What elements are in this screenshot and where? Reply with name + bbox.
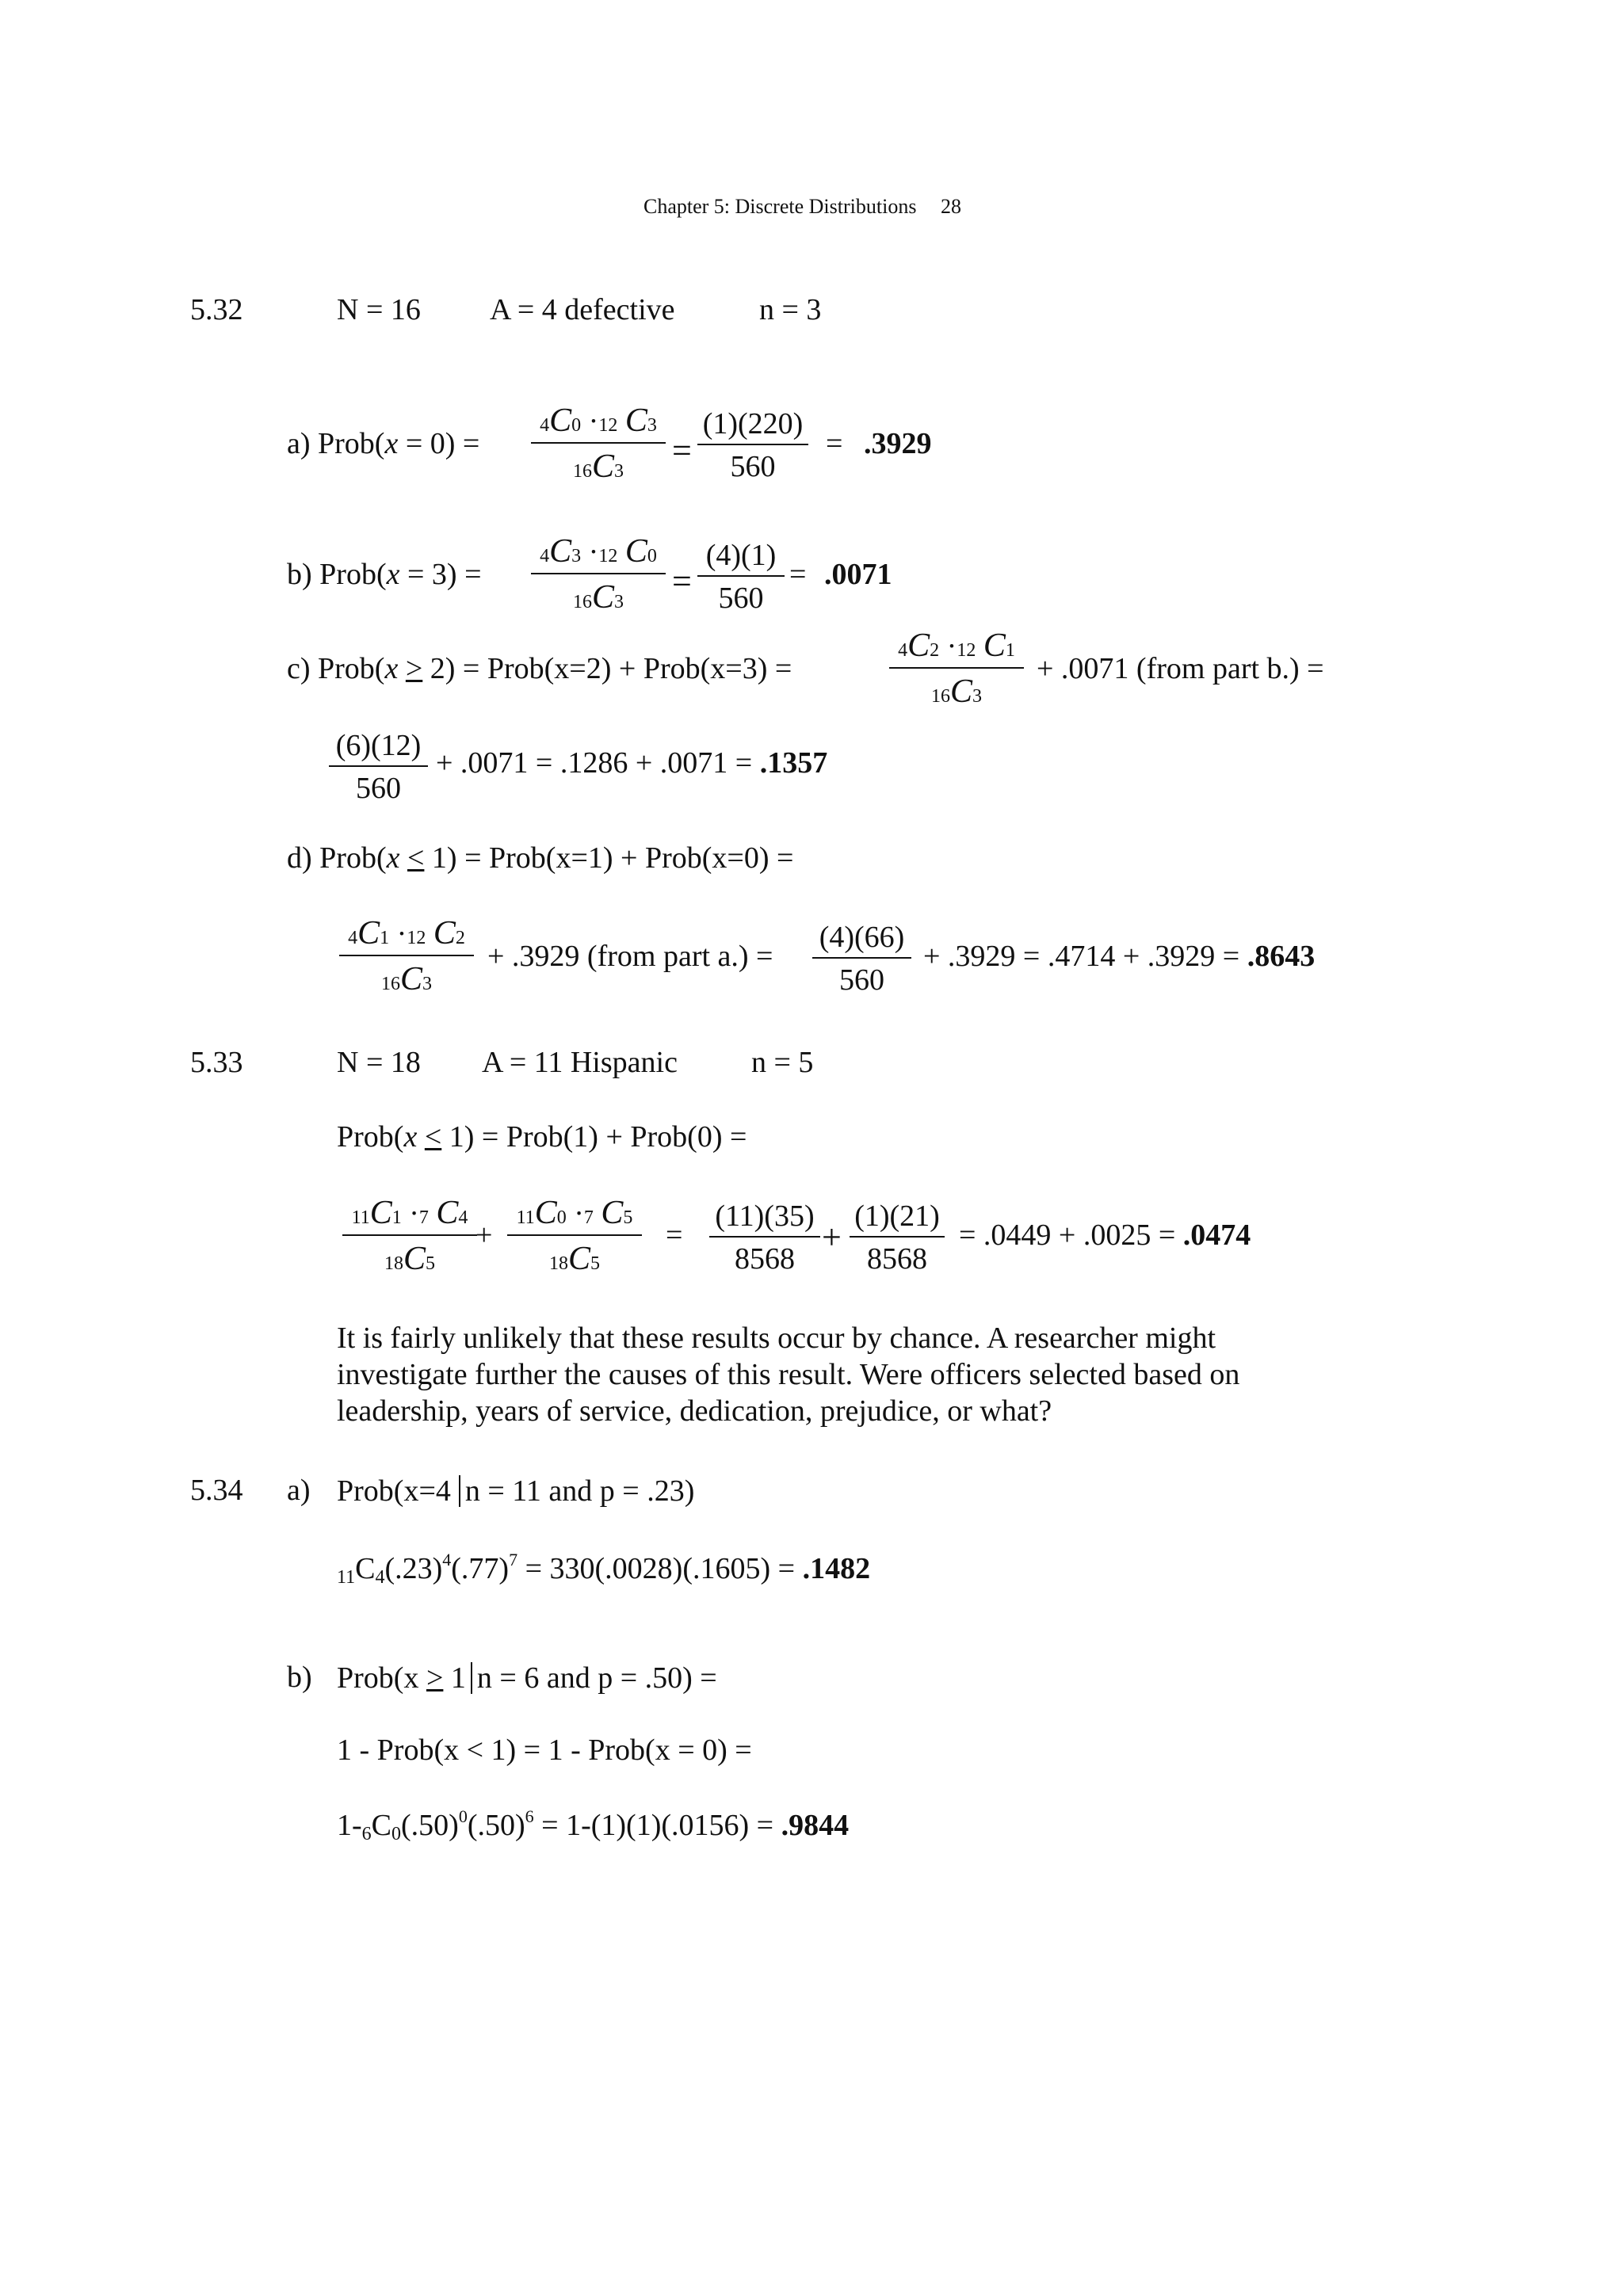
combination-fraction-d: 4C1 ·12 C2 16C3 [339,917,474,996]
numeric-fraction-2: (1)(21) 8568 [850,1201,945,1274]
result-a: .1482 [802,1552,871,1585]
plus-sign: + [822,1218,842,1257]
part-a-label: a) [287,1474,311,1507]
combination-fraction-a: 4C0 ·12 C3 16C3 [531,404,666,483]
part-d-label: d) Prob(x < 1) = Prob(x=1) + Prob(x=0) = [287,841,794,875]
chapter-title: Chapter 5: Discrete Distributions [643,195,917,218]
part-b-label: b) [287,1661,312,1694]
result-c: .1357 [759,746,828,780]
given-N: N = 16 [337,293,421,326]
part-c-label: c) Prob(x > 2) = Prob(x=2) + Prob(x=3) = [287,652,792,685]
result-d: .8643 [1247,940,1316,973]
equals-sign: = [672,431,692,470]
numeric-fraction-c: (6)(12) 560 [329,730,428,803]
result: .0474 [1182,1219,1251,1252]
given-n: n = 5 [751,1046,814,1079]
part-b-expression: Prob(x > 1 n = 6 and p = .50) = [337,1661,717,1695]
problem-number-5-33: 5.33 [190,1046,243,1079]
part-a-computation: $11C4(.23)^4(.77)^7 = 330(.0028)(.1605) = .1482$ [337,1550,871,1588]
given-bar [459,1475,460,1507]
part-b-line1: 1 - Prob(x < 1) = 1 - Prob(x = 0) = [337,1733,752,1767]
problem-number-5-32: 5.32 [190,293,243,326]
combination-fraction-1: 11C1 ·7 C4 18C5 [342,1196,477,1276]
result-line: = .0449 + .0025 = .0474 [959,1219,1251,1252]
part-c-tail: + .0071 (from part b.) = [1037,652,1324,685]
problem-number-5-34: 5.34 [190,1474,243,1507]
equals-sign: = [789,558,807,591]
equals-sign: = [672,562,692,601]
part-d-tail: + .3929 = .4714 + .3929 = .8643 [923,940,1316,973]
given-A: A = 4 defective [490,293,675,326]
numeric-fraction-1: (11)(35) 8568 [709,1201,820,1274]
part-a-expression: Prob(x=4 n = 11 and p = .23) [337,1474,695,1508]
interpretation-paragraph: It is fairly unlikely that these results occur by chance. A researcher might investigate further the causes of this result. Were officers selected based on leadership, years of service, dedication, prejudice, or what? [337,1322,1240,1428]
equals-sign: = [826,427,843,460]
combination-fraction-b: 4C3 ·12 C0 16C3 [531,535,666,614]
result-a: .3929 [864,427,932,460]
part-d-mid: + .3929 (from part a.) = [487,940,773,973]
given-bar [471,1662,472,1694]
part-c-line2: + .0071 = .1286 + .0071 = .1357 [436,746,828,780]
numeric-fraction-a: (1)(220) 560 [697,409,808,482]
plus-sign: + [475,1219,493,1252]
combination-fraction-c: 4C2 ·12 C1 16C3 [889,629,1024,708]
prob-expression: Prob(x < 1) = Prob(1) + Prob(0) = [337,1120,747,1154]
numeric-fraction-b: (4)(1) 560 [697,540,785,613]
combination-fraction-2: 11C0 ·7 C5 18C5 [507,1196,642,1276]
result-b: .9844 [781,1809,850,1842]
part-b-label: b) Prob(x = 3) = [287,558,482,591]
result-b: .0071 [824,558,892,591]
part-a-label: a) Prob(x = 0) = [287,427,480,460]
given-n: n = 3 [759,293,822,326]
given-A: A = 11 Hispanic [482,1046,678,1079]
part-b-line2: $1-6C0(.50)^0(.50)^6 = 1-(1)(1)(.0156) = .9844$ [337,1806,850,1844]
given-N: N = 18 [337,1046,421,1079]
page-header [643,196,961,217]
equals-sign: = [666,1219,683,1252]
numeric-fraction-d: (4)(66) 560 [812,922,911,995]
page-number: 28 [940,195,961,218]
